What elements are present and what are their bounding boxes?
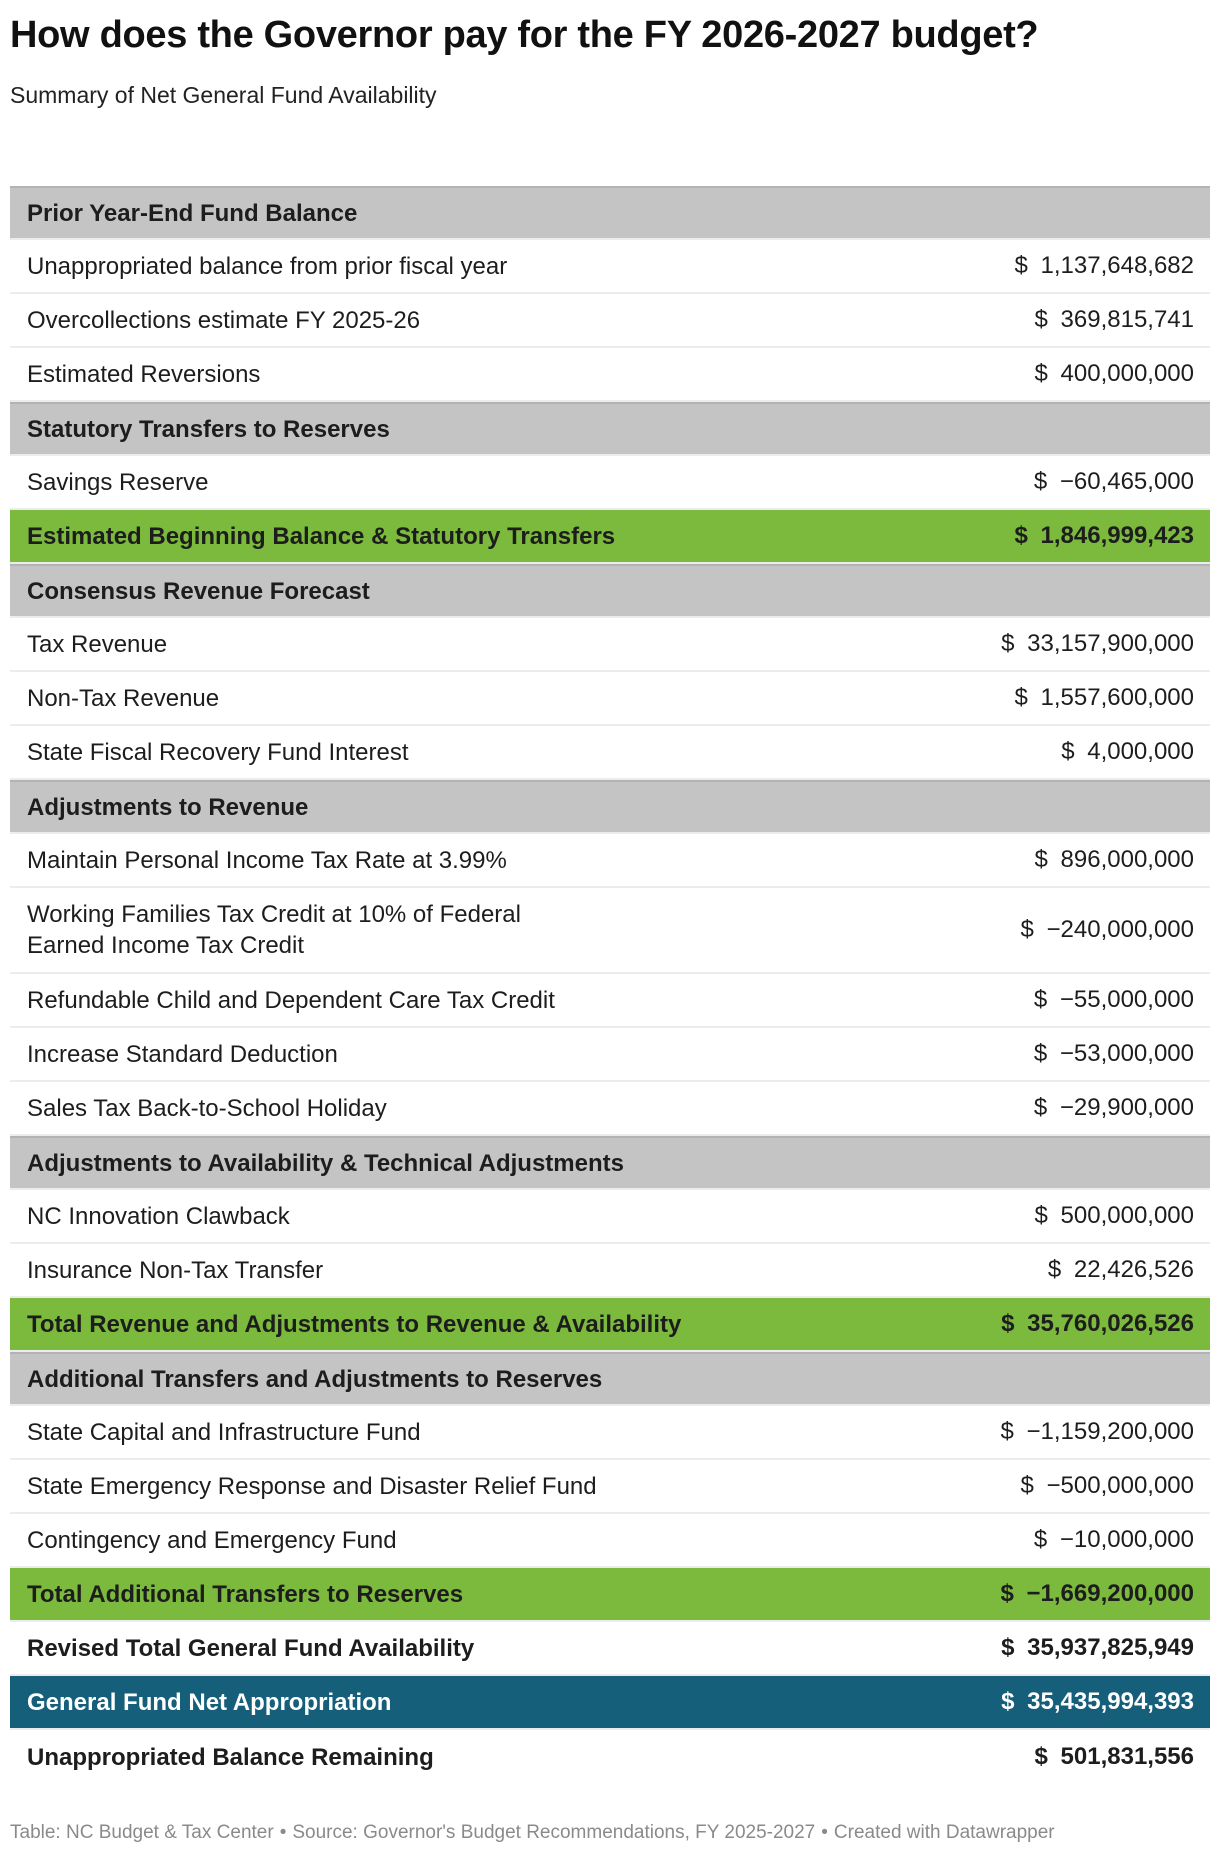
- row-label: Consensus Revenue Forecast: [27, 577, 370, 605]
- section-header-row: [10, 186, 1210, 240]
- section-header-row: [10, 564, 1210, 618]
- section-header-row: [10, 1352, 1210, 1406]
- row-value: $ 35,760,026,526: [1001, 1310, 1194, 1337]
- row-value: $ 369,815,741: [1034, 306, 1194, 333]
- table-row: [10, 618, 1210, 672]
- total-row: [10, 1298, 1210, 1352]
- row-label: Adjustments to Availability & Technical Adjustments: [27, 1149, 624, 1177]
- table-row: [10, 1028, 1210, 1082]
- section-header-row: [10, 402, 1210, 456]
- row-value: $ 501,831,556: [1034, 1743, 1194, 1770]
- row-value: $ 1,557,600,000: [1014, 684, 1194, 711]
- table-row: [10, 240, 1210, 294]
- table-row: [10, 294, 1210, 348]
- row-label: Contingency and Emergency Fund: [27, 1526, 397, 1554]
- net-appropriation-row: [10, 1676, 1210, 1730]
- table-row: [10, 1514, 1210, 1568]
- table-row: [10, 1406, 1210, 1460]
- row-label: Total Revenue and Adjustments to Revenue & Availability: [27, 1310, 682, 1338]
- table-row: [10, 1244, 1210, 1298]
- row-label: General Fund Net Appropriation: [27, 1688, 392, 1716]
- table-credit: Table: NC Budget & Tax Center: [10, 1822, 274, 1843]
- row-value: $ 4,000,000: [1061, 738, 1194, 765]
- row-label: Refundable Child and Dependent Care Tax Credit: [27, 986, 555, 1014]
- row-label: Non-Tax Revenue: [27, 684, 220, 712]
- table-row: [10, 726, 1210, 780]
- row-label: Overcollections estimate FY 2025-26: [27, 306, 421, 334]
- source-credit: Source: Governor's Budget Recommendations, FY 2025-2027: [292, 1822, 816, 1843]
- row-label: Unappropriated balance from prior fiscal year: [27, 252, 508, 280]
- total-row: [10, 510, 1210, 564]
- datawrapper-link[interactable]: Created with Datawrapper: [833, 1822, 1055, 1843]
- row-value: $ 500,000,000: [1034, 1202, 1194, 1229]
- row-value: $ 1,846,999,423: [1014, 522, 1194, 549]
- row-value: $ 896,000,000: [1034, 846, 1194, 873]
- row-value: $ −1,669,200,000: [1000, 1580, 1194, 1607]
- table-row: [10, 672, 1210, 726]
- row-label: State Fiscal Recovery Fund Interest: [27, 738, 409, 766]
- row-value: $ −500,000,000: [1020, 1472, 1194, 1499]
- table-row: [10, 456, 1210, 510]
- row-value: $ 35,435,994,393: [1001, 1688, 1194, 1715]
- row-value: $ −1,159,200,000: [1000, 1418, 1194, 1445]
- table-row: [10, 888, 1210, 974]
- row-value: $ 35,937,825,949: [1001, 1634, 1194, 1661]
- table-row: [10, 834, 1210, 888]
- section-header-row: [10, 780, 1210, 834]
- table-row: [10, 1460, 1210, 1514]
- row-label: Total Additional Transfers to Reserves: [27, 1580, 464, 1608]
- row-label: Unappropriated Balance Remaining: [27, 1743, 434, 1771]
- row-label: Revised Total General Fund Availability: [27, 1634, 475, 1662]
- row-label: Insurance Non-Tax Transfer: [27, 1256, 324, 1284]
- row-value: $ −240,000,000: [1020, 916, 1194, 943]
- row-value: $ −53,000,000: [1033, 1040, 1194, 1067]
- row-value: $ 22,426,526: [1047, 1256, 1194, 1283]
- row-label: Maintain Personal Income Tax Rate at 3.99%: [27, 846, 507, 874]
- separator: •: [279, 1822, 287, 1843]
- unappropriated-balance-row: [10, 1730, 1210, 1784]
- row-label: Adjustments to Revenue: [27, 793, 309, 821]
- total-row: [10, 1568, 1210, 1622]
- row-label: Additional Transfers and Adjustments to Reserves: [27, 1365, 603, 1393]
- row-label: Savings Reserve: [27, 468, 209, 496]
- row-label: Prior Year-End Fund Balance: [27, 199, 358, 227]
- row-label: Sales Tax Back-to-School Holiday: [27, 1094, 387, 1122]
- row-label: Statutory Transfers to Reserves: [27, 415, 390, 443]
- row-value: $ 1,137,648,682: [1014, 252, 1194, 279]
- budget-table: [10, 186, 1210, 1784]
- row-label: Estimated Beginning Balance & Statutory Transfers: [27, 522, 616, 550]
- table-row: [10, 974, 1210, 1028]
- row-label: Increase Standard Deduction: [27, 1040, 338, 1068]
- page-title: How does the Governor pay for the FY 2026-2027 budget?: [10, 14, 1039, 56]
- row-value: $ 33,157,900,000: [1001, 630, 1194, 657]
- table-row: [10, 348, 1210, 402]
- row-label: State Emergency Response and Disaster Relief Fund: [27, 1472, 597, 1500]
- revised-availability-row: [10, 1622, 1210, 1676]
- row-label: State Capital and Infrastructure Fund: [27, 1418, 421, 1446]
- row-value: $ −10,000,000: [1033, 1526, 1194, 1553]
- row-value: $ 400,000,000: [1034, 360, 1194, 387]
- page-subtitle: Summary of Net General Fund Availability: [10, 82, 437, 108]
- row-label: NC Innovation Clawback: [27, 1202, 290, 1230]
- table-row: [10, 1082, 1210, 1136]
- row-value: $ −60,465,000: [1033, 468, 1194, 495]
- row-label: Estimated Reversions: [27, 360, 261, 388]
- row-value: $ −29,900,000: [1033, 1094, 1194, 1121]
- footer-credits: [10, 1822, 1055, 1844]
- section-header-row: [10, 1136, 1210, 1190]
- row-label: Tax Revenue: [27, 630, 168, 658]
- row-value: $ −55,000,000: [1033, 986, 1194, 1013]
- table-row: [10, 1190, 1210, 1244]
- row-label: Working Families Tax Credit at 10% of Federal Earned Income Tax Credit: [27, 901, 521, 959]
- separator: •: [821, 1822, 828, 1843]
